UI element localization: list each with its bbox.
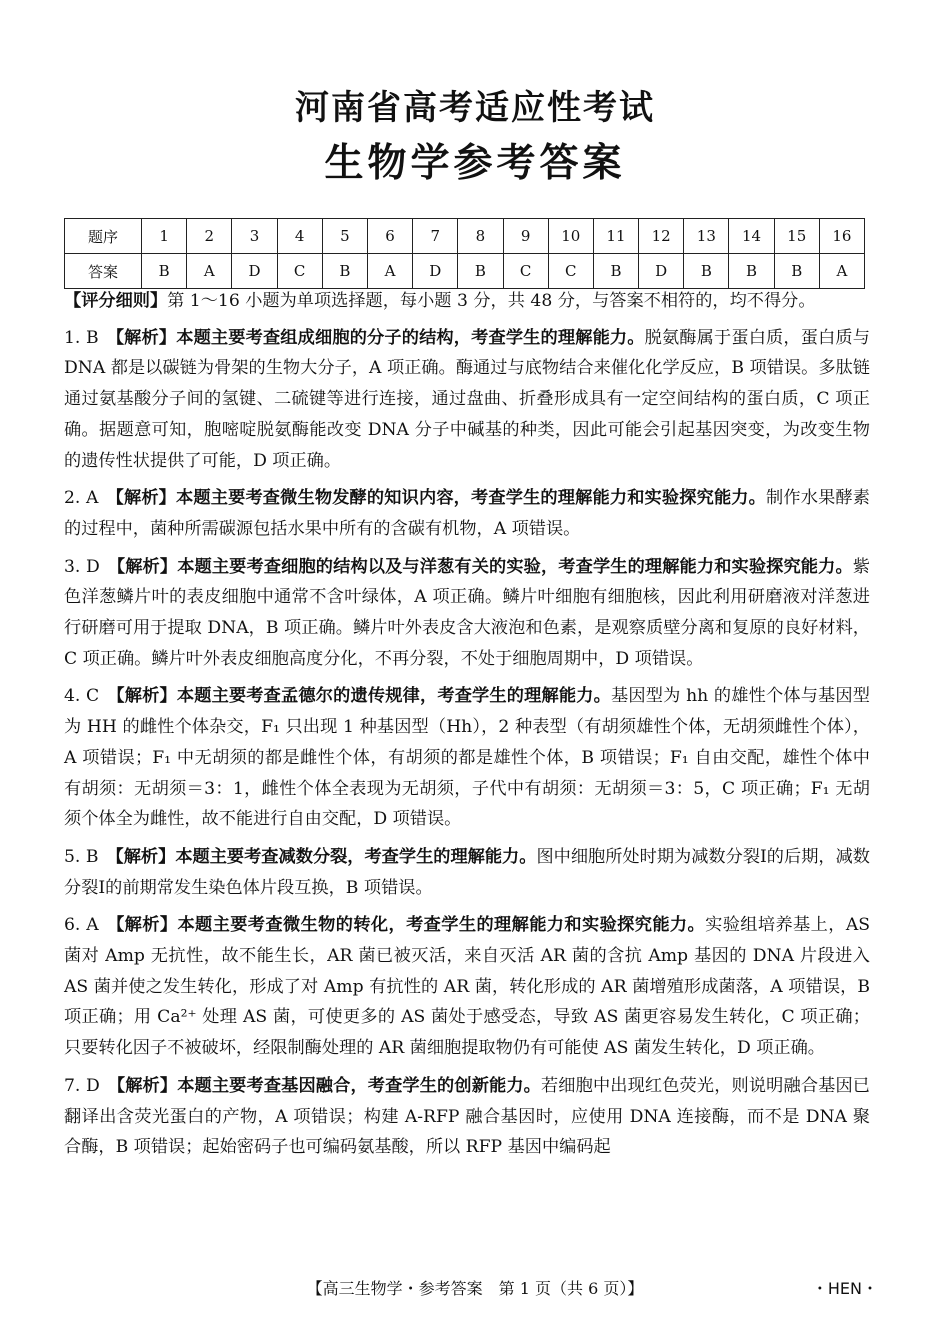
answer-cell: B — [729, 254, 774, 289]
analysis-text: 基因型为 hh 的雄性个体与基因型为 HH 的雌性个体杂交，F₁ 只出现 1 种基因型（Hh），2 种表型（有胡须雄性个体，无胡须雌性个体），A 项错误；F₁ 中无胡须的都是雌性个体，有胡须的都是雄性个体，B 项错误；F₁ 自由交配，雄性个体中有胡须：无胡须＝3：1，雌性个体全表现为无胡须，子代中有胡须：无胡须＝3：5，C 项正确；F₁ 无胡须个体全为雌性，故不能进行自由交配，D 项错误。 — [64, 686, 870, 830]
answer-cell: C — [548, 254, 593, 289]
analysis-heading: 本题主要考查微生物的转化，考查学生的理解能力和实验探究能力。 — [177, 915, 706, 936]
question-answer: 2. A — [64, 488, 99, 509]
question-number-cell: 10 — [548, 219, 593, 254]
question-number-cell: 11 — [593, 219, 638, 254]
analysis-heading: 本题主要考查孟德尔的遗传规律，考查学生的理解能力。 — [176, 686, 611, 707]
analysis-text: 脱氨酶属于蛋白质，蛋白质与 DNA 都是以碳链为骨架的生物大分子，A 项正确。酶通过与底物结合来催化化学反应，B 项错误。多肽链通过氨基酸分子间的氢键、二硫键等进行连接，通过盘曲、折叠形成具有一定空间结构的蛋白质，C 项正确。据题意可知，胞嘧啶脱氨酶能改变 DNA 分子中碱基的种类，因此可能会引起基因突变，为改变生物的遗传性状提供了可能，D 项正确。 — [64, 327, 870, 471]
question-answer: 7. D — [64, 1075, 100, 1096]
question-number-cell: 4 — [277, 219, 322, 254]
question-number-cell: 14 — [729, 219, 774, 254]
analysis-tag: 【解析】 — [107, 686, 177, 707]
analysis-heading: 本题主要考查微生物发酵的知识内容，考查学生的理解能力和实验探究能力。 — [176, 488, 767, 509]
question-answer: 1. B — [64, 327, 99, 348]
analysis-tag: 【解析】 — [106, 327, 177, 348]
explanation-item — [64, 910, 870, 1064]
answer-cell: B — [142, 254, 187, 289]
explanation-item — [64, 552, 870, 675]
explanation-item — [64, 1071, 870, 1163]
analysis-tag: 【解析】 — [106, 488, 177, 509]
question-number-row — [65, 219, 865, 254]
analysis-tag: 【解析】 — [106, 915, 178, 936]
answer-cell: B — [458, 254, 503, 289]
explanation-item — [64, 323, 870, 477]
explanation-item — [64, 483, 870, 544]
scoring-rule-label: 【评分细则】 — [64, 291, 168, 311]
question-number-cell: 16 — [819, 219, 864, 254]
explanations — [64, 286, 870, 1170]
question-number-cell: 6 — [367, 219, 412, 254]
page-footer: 【高三生物学・参考答案 第 1 页（共 6 页）】 — [306, 1279, 644, 1298]
question-number-cell: 1 — [142, 219, 187, 254]
answer-cell: B — [593, 254, 638, 289]
question-answer: 3. D — [64, 556, 100, 577]
answer-cell: A — [187, 254, 232, 289]
footer-code: ・HEN・ — [811, 1279, 878, 1298]
answer-cell: C — [503, 254, 548, 289]
question-number-cell: 5 — [322, 219, 367, 254]
answer-row — [65, 254, 865, 289]
analysis-heading: 本题主要考查组成细胞的分子的结构，考查学生的理解能力。 — [176, 327, 645, 348]
exam-title: 河南省高考适应性考试 — [295, 88, 655, 128]
answer-cell: D — [639, 254, 684, 289]
analysis-heading: 本题主要考查基因融合，考查学生的创新能力。 — [177, 1075, 541, 1096]
question-number-cell: 8 — [458, 219, 503, 254]
question-number-cell: 15 — [774, 219, 819, 254]
question-number-cell: 9 — [503, 219, 548, 254]
row-label-question-number: 题序 — [65, 219, 142, 254]
question-number-cell: 7 — [413, 219, 458, 254]
explanation-item — [64, 842, 870, 903]
answer-cell: B — [774, 254, 819, 289]
subject-title: 生物学参考答案 — [324, 141, 626, 186]
answer-cell: A — [819, 254, 864, 289]
answer-cell: D — [232, 254, 277, 289]
analysis-text: 若细胞中出现红色荧光，则说明融合基因已翻译出含荧光蛋白的产物，A 项错误；构建 A-RFP 融合基因时，应使用 DNA 连接酶，而不是 DNA 聚合酶，B 项错误；起始密码子也可编码氨基酸，所以 RFP 基因中编码起 — [64, 1075, 870, 1158]
scoring-rule-text: 第 1～16 小题为单项选择题，每小题 3 分，共 48 分，与答案不相符的，均不得分。 — [167, 291, 816, 311]
analysis-tag: 【解析】 — [107, 556, 178, 577]
analysis-heading: 本题主要考查细胞的结构以及与洋葱有关的实验，考查学生的理解能力和实验探究能力。 — [177, 556, 853, 577]
question-answer: 6. A — [64, 915, 99, 936]
answer-cell: C — [277, 254, 322, 289]
question-answer: 5. B — [64, 846, 99, 867]
analysis-tag: 【解析】 — [106, 846, 176, 867]
scoring-rule — [64, 286, 870, 317]
analysis-text: 紫色洋葱鳞片叶的表皮细胞中通常不含叶绿体，A 项正确。鳞片叶细胞有细胞核，因此利用研磨液对洋葱进行研磨可用于提取 DNA，B 项正确。鳞片叶外表皮含大液泡和色素，是观察质壁分离和复原的良好材料，C 项正确。鳞片叶外表皮细胞高度分化，不再分裂，不处于细胞周期中，D 项错误。 — [64, 556, 870, 669]
question-number-cell: 12 — [639, 219, 684, 254]
analysis-text: 实验组培养基上，AS 菌对 Amp 无抗性，故不能生长，AR 菌已被灭活，来自灭活 AR 菌的含抗 Amp 基因的 DNA 片段进入 AS 菌并使之发生转化，形成了对 Amp 有抗性的 AR 菌，转化形成的 AR 菌增殖形成菌落，A 项错误，B 项正确；用 Ca²⁺ 处理 AS 菌，可使更多的 AS 菌处于感受态，导致 AS 菌更容易发生转化，C 项正确；只要转化因子不被破坏，经限制酶处理的 AR 菌细胞提取物仍有可能使 AS 菌发生转化，D 项正确。 — [64, 915, 871, 1059]
answer-cell: B — [684, 254, 729, 289]
explanation-list — [64, 323, 870, 1163]
question-answer: 4. C — [64, 686, 100, 707]
analysis-text: 制作水果酵素的过程中，菌种所需碳源包括水果中所有的含碳有机物，A 项错误。 — [64, 488, 870, 539]
answer-cell: A — [367, 254, 412, 289]
explanation-item — [64, 681, 870, 835]
analysis-text: 图中细胞所处时期为减数分裂Ⅰ的后期，减数分裂Ⅰ的前期常发生染色体片段互换，B 项错误。 — [64, 846, 870, 898]
question-number-cell: 13 — [684, 219, 729, 254]
answer-table — [64, 218, 865, 289]
question-number-cell: 3 — [232, 219, 277, 254]
analysis-tag: 【解析】 — [107, 1075, 178, 1096]
question-number-cell: 2 — [187, 219, 232, 254]
answer-cell: D — [413, 254, 458, 289]
answer-cell: B — [322, 254, 367, 289]
row-label-answer: 答案 — [65, 254, 142, 289]
analysis-heading: 本题主要考查减数分裂，考查学生的理解能力。 — [175, 846, 537, 867]
